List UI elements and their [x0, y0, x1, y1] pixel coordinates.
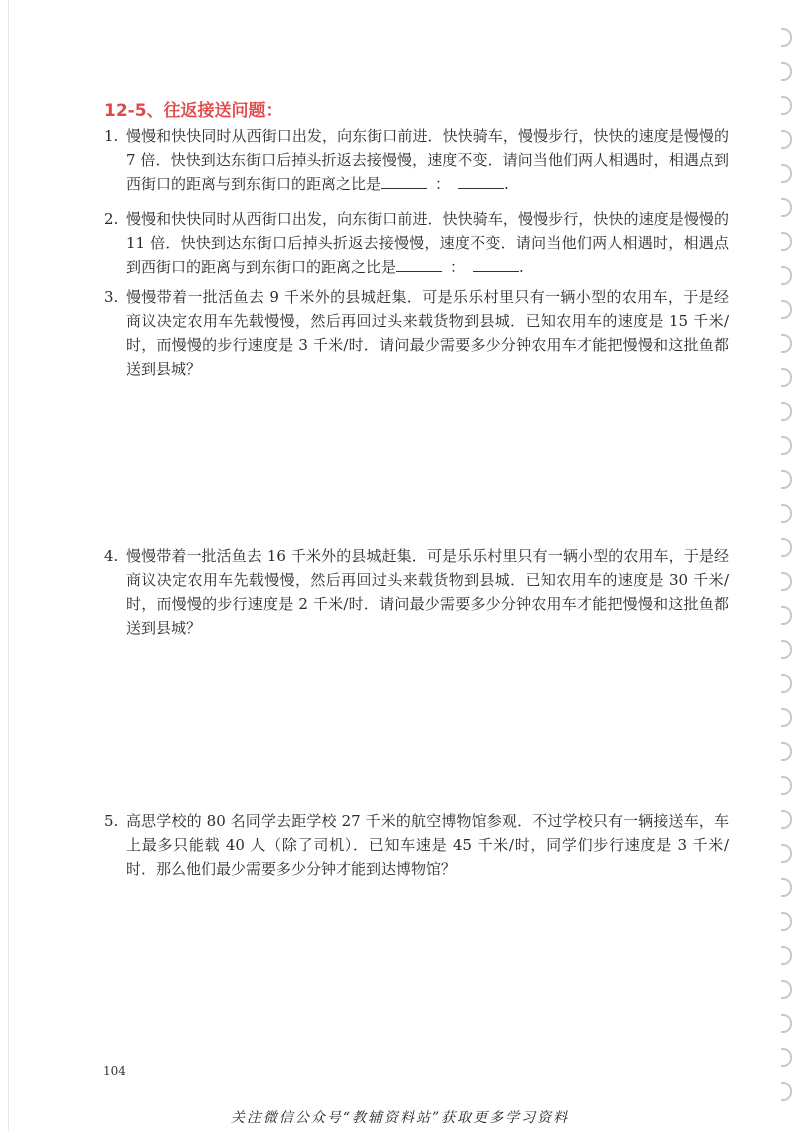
binding-ring-icon [781, 368, 792, 387]
binding-ring-icon [781, 708, 792, 727]
binding-ring-icon [781, 402, 792, 421]
problem-number: 5. [104, 812, 119, 830]
problem-number: 1. [104, 127, 119, 145]
ratio-colon: ： [435, 175, 451, 193]
binding-ring-icon [781, 1082, 792, 1101]
problem-text: 慢慢带着一批活鱼去 16 千米外的县城赶集．可是乐乐村里只有一辆小型的农用车，于是经商议决定农用车先载慢慢，然后再回过头来载货物到县城．已知农用车的速度是 30 千米/时，而慢慢的步行速度是 2 千米/时．请问最少需要多少分钟农用车才能把慢慢和这批鱼都送到县城？ [126, 547, 729, 637]
problem-text: 慢慢带着一批活鱼去 9 千米外的县城赶集．可是乐乐村里只有一辆小型的农用车，于是经商议决定农用车先载慢慢，然后再回过头来载货物到县城．已知农用车的速度是 15 千米/时，而慢慢的步行速度是 3 千米/时．请问最少需要多少分钟农用车才能把慢慢和这批鱼都送到县城？ [126, 288, 729, 378]
binding-ring-icon [781, 28, 792, 47]
problem-number: 4. [104, 547, 119, 565]
problem-2 [104, 207, 729, 279]
ratio-colon: ： [450, 258, 466, 276]
problem-text-end: . [519, 258, 524, 276]
answer-blank[interactable] [396, 257, 442, 272]
section-title: 12-5、往返接送问题： [104, 101, 283, 121]
answer-blank[interactable] [458, 174, 504, 189]
problem-number: 2. [104, 210, 119, 228]
binding-ring-icon [781, 164, 792, 183]
binding-ring-icon [781, 946, 792, 965]
binding-ring-icon [781, 606, 792, 625]
binding-ring-icon [781, 640, 792, 659]
page-edge [8, 0, 9, 1131]
binding-ring-icon [781, 810, 792, 829]
binding-ring-icon [781, 912, 792, 931]
problem-text [126, 124, 729, 196]
binding-ring-icon [781, 674, 792, 693]
binding-ring-icon [781, 198, 792, 217]
footer-watermark: 关注微信公众号“教辅资料站”获取更多学习资料 [230, 1110, 570, 1126]
binding-ring-icon [781, 62, 792, 81]
page-number: 104 [103, 1064, 126, 1078]
binding-ring-icon [781, 776, 792, 795]
answer-blank[interactable] [381, 174, 427, 189]
problem-number: 3. [104, 288, 119, 306]
binding-ring-icon [781, 1014, 792, 1033]
binding-ring-icon [781, 470, 792, 489]
problem-text-part: 慢慢和快快同时从西街口出发，向东街口前进．快快骑车，慢慢步行，快快的速度是慢慢的 7 倍．快快到达东街口后掉头折返去接慢慢，速度不变．请问当他们两人相遇时，相遇点到西街口的距离与到东街口的距离之比是 [126, 127, 729, 193]
answer-blank[interactable] [473, 257, 519, 272]
problem-text: 高思学校的 80 名同学去距学校 27 千米的航空博物馆参观．不过学校只有一辆接送车，车上最多只能载 40 人（除了司机）．已知车速是 45 千米/时，同学们步行速度是 3 千米/时．那么他们最少需要多少分钟才能到达博物馆？ [126, 812, 729, 878]
binding-ring-icon [781, 436, 792, 455]
binding-ring-icon [781, 130, 792, 149]
binding-ring-icon [781, 96, 792, 115]
problem-5 [104, 809, 729, 881]
binding-ring-icon [781, 504, 792, 523]
binding-ring-icon [781, 1048, 792, 1067]
problem-text-part: 慢慢和快快同时从西街口出发，向东街口前进．快快骑车，慢慢步行，快快的速度是慢慢的 11 倍．快快到达东街口后掉头折返去接慢慢，速度不变．请问当他们两人相遇时，相遇点到西街口的距离与到东街口的距离之比是 [126, 210, 729, 276]
problem-text-end: . [504, 175, 509, 193]
problem-1 [104, 124, 729, 196]
binding-ring-icon [781, 878, 792, 897]
binding-ring-icon [781, 572, 792, 591]
binding-ring-icon [781, 538, 792, 557]
binding-ring-icon [781, 334, 792, 353]
binding-ring-icon [781, 844, 792, 863]
problem-3 [104, 285, 729, 381]
problem-text [126, 207, 729, 279]
binding-ring-icon [781, 266, 792, 285]
binding-ring-icon [781, 300, 792, 319]
binding-ring-icon [781, 980, 792, 999]
binding-ring-icon [781, 742, 792, 761]
binding-ring-icon [781, 232, 792, 251]
problem-4 [104, 544, 729, 640]
